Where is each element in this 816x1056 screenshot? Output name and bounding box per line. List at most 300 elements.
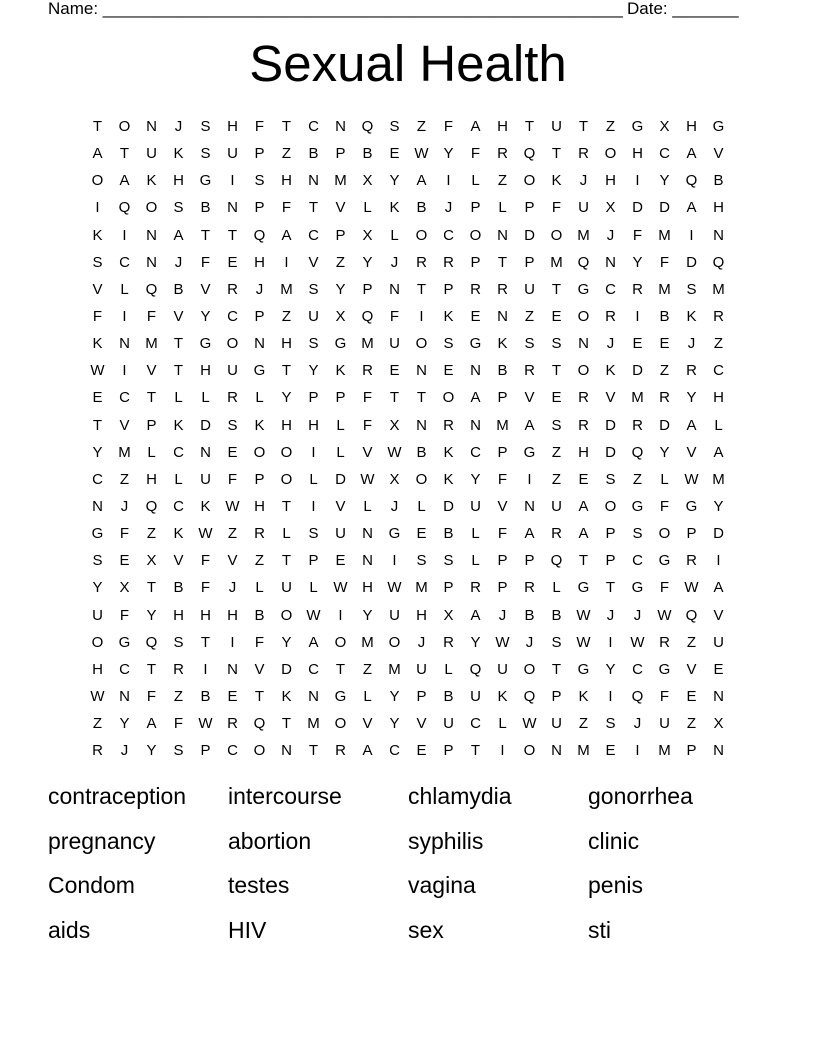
grid-letter: P: [416, 688, 427, 706]
grid-letter: K: [146, 172, 157, 190]
grid-letter: M: [658, 280, 671, 298]
grid-letter: B: [416, 443, 427, 461]
grid-letter: Z: [551, 443, 562, 461]
grid-letter: K: [578, 688, 589, 706]
grid-letter: P: [254, 470, 265, 488]
grid-letter: C: [659, 145, 670, 163]
grid-letter: E: [659, 335, 670, 353]
grid-letter: B: [443, 525, 454, 543]
grid-letter: P: [497, 389, 508, 407]
grid-letter: O: [226, 335, 239, 353]
grid-letter: Q: [361, 118, 374, 136]
grid-letter: Z: [686, 633, 697, 651]
grid-letter: Z: [578, 715, 589, 733]
grid-row: [84, 737, 732, 764]
grid-letter: M: [550, 253, 563, 271]
grid-letter: I: [311, 498, 316, 516]
grid-letter: J: [579, 172, 588, 190]
grid-letter: Q: [631, 688, 644, 706]
grid-letter: F: [659, 253, 670, 271]
grid-letter: R: [524, 362, 535, 380]
grid-row: [84, 167, 732, 194]
grid-letter: O: [415, 335, 428, 353]
grid-letter: R: [578, 145, 589, 163]
grid-letter: F: [389, 308, 400, 326]
grid-letter: B: [173, 579, 184, 597]
grid-letter: P: [470, 253, 481, 271]
grid-letter: N: [119, 688, 130, 706]
grid-letter: P: [686, 742, 697, 760]
grid-letter: I: [689, 226, 694, 244]
grid-letter: C: [632, 660, 643, 678]
grid-letter: Y: [146, 742, 157, 760]
grid-letter: B: [497, 362, 508, 380]
grid-row: [84, 194, 732, 221]
grid-letter: T: [551, 660, 562, 678]
grid-letter: P: [686, 525, 697, 543]
word-search-grid: [84, 113, 732, 764]
grid-letter: L: [174, 389, 183, 407]
grid-letter: Z: [254, 552, 265, 570]
grid-letter: L: [282, 525, 291, 543]
grid-letter: R: [470, 280, 481, 298]
grid-letter: E: [443, 362, 454, 380]
grid-letter: P: [524, 552, 535, 570]
grid-letter: Y: [443, 145, 454, 163]
grid-letter: N: [146, 118, 157, 136]
grid-letter: J: [444, 199, 453, 217]
grid-letter: B: [173, 280, 184, 298]
grid-letter: C: [605, 280, 616, 298]
grid-letter: R: [551, 525, 562, 543]
grid-row: [84, 330, 732, 357]
grid-letter: L: [714, 416, 723, 434]
grid-letter: E: [227, 688, 238, 706]
grid-letter: J: [390, 253, 399, 271]
grid-letter: P: [497, 579, 508, 597]
grid-letter: I: [122, 226, 127, 244]
grid-letter: N: [227, 660, 238, 678]
grid-letter: N: [92, 498, 103, 516]
grid-letter: L: [552, 579, 561, 597]
grid-letter: P: [605, 552, 616, 570]
grid-letter: N: [389, 280, 400, 298]
grid-row: [84, 276, 732, 303]
grid-letter: W: [630, 633, 645, 651]
grid-letter: G: [199, 335, 212, 353]
grid-letter: E: [227, 253, 238, 271]
grid-letter: G: [577, 579, 590, 597]
grid-letter: O: [334, 715, 347, 733]
grid-letter: F: [200, 552, 211, 570]
word-bank-item: Condom: [48, 872, 135, 898]
grid-letter: O: [442, 389, 455, 407]
grid-letter: L: [498, 715, 507, 733]
grid-letter: R: [362, 362, 373, 380]
grid-letter: T: [308, 742, 319, 760]
grid-letter: Z: [632, 470, 643, 488]
grid-letter: L: [174, 470, 183, 488]
grid-row: [84, 602, 732, 629]
grid-letter: H: [254, 253, 265, 271]
grid-letter: E: [227, 443, 238, 461]
grid-letter: L: [309, 579, 318, 597]
grid-letter: V: [605, 389, 616, 407]
grid-letter: E: [578, 470, 589, 488]
grid-letter: W: [198, 525, 213, 543]
grid-row: [84, 439, 732, 466]
grid-row: [84, 113, 732, 140]
grid-letter: T: [146, 579, 157, 597]
grid-letter: J: [228, 579, 237, 597]
grid-letter: P: [443, 742, 454, 760]
grid-letter: Y: [470, 633, 481, 651]
grid-letter: D: [605, 416, 616, 434]
grid-letter: V: [686, 443, 697, 461]
grid-letter: W: [495, 633, 510, 651]
grid-letter: V: [416, 715, 427, 733]
grid-letter: O: [334, 633, 347, 651]
word-bank-item: intercourse: [228, 783, 342, 809]
grid-letter: H: [713, 389, 724, 407]
grid-letter: M: [361, 335, 374, 353]
grid-letter: Q: [253, 226, 266, 244]
grid-letter: V: [254, 660, 265, 678]
grid-letter: R: [443, 633, 454, 651]
word-bank-item: aids: [48, 916, 91, 943]
grid-letter: B: [524, 606, 535, 624]
grid-letter: T: [578, 118, 589, 136]
grid-letter: D: [713, 525, 724, 543]
grid-letter: J: [633, 606, 642, 624]
grid-letter: M: [118, 443, 131, 461]
grid-letter: G: [469, 335, 482, 353]
grid-letter: Q: [577, 253, 590, 271]
grid-letter: L: [336, 416, 345, 434]
grid-letter: W: [360, 470, 375, 488]
grid-letter: A: [470, 389, 481, 407]
grid-letter: H: [227, 606, 238, 624]
grid-letter: P: [146, 416, 157, 434]
grid-row: [84, 222, 732, 249]
grid-letter: U: [713, 633, 724, 651]
grid-letter: L: [255, 389, 264, 407]
grid-letter: M: [712, 470, 725, 488]
grid-letter: W: [576, 633, 591, 651]
grid-letter: K: [173, 145, 184, 163]
grid-letter: S: [551, 633, 562, 651]
grid-letter: F: [254, 118, 265, 136]
grid-letter: Q: [685, 606, 698, 624]
grid-letter: C: [173, 498, 184, 516]
grid-letter: P: [200, 742, 211, 760]
grid-letter: I: [230, 172, 235, 190]
grid-letter: H: [281, 416, 292, 434]
grid-letter: Q: [523, 145, 536, 163]
grid-letter: O: [415, 226, 428, 244]
grid-letter: T: [281, 362, 292, 380]
grid-letter: H: [686, 118, 697, 136]
grid-letter: E: [389, 362, 400, 380]
grid-letter: Q: [685, 172, 698, 190]
grid-letter: B: [200, 199, 211, 217]
grid-letter: U: [146, 145, 157, 163]
grid-letter: T: [281, 715, 292, 733]
grid-letter: Z: [281, 145, 292, 163]
grid-letter: O: [523, 660, 536, 678]
word-bank-item: vagina: [408, 872, 476, 898]
grid-letter: Z: [227, 525, 238, 543]
grid-letter: P: [362, 280, 373, 298]
grid-letter: H: [254, 498, 265, 516]
name-field-line: Name: _______________________________________________________: [48, 0, 623, 18]
grid-letter: J: [255, 280, 264, 298]
grid-letter: P: [308, 552, 319, 570]
grid-letter: O: [280, 443, 293, 461]
grid-row: [84, 493, 732, 520]
grid-letter: H: [605, 172, 616, 190]
grid-letter: K: [605, 362, 616, 380]
grid-letter: T: [497, 253, 508, 271]
grid-letter: Q: [145, 498, 158, 516]
grid-letter: S: [551, 335, 562, 353]
grid-letter: P: [254, 308, 265, 326]
word-bank-item: HIV: [228, 916, 267, 943]
grid-letter: C: [389, 742, 400, 760]
grid-letter: H: [281, 172, 292, 190]
grid-letter: Z: [713, 335, 724, 353]
grid-letter: C: [308, 226, 319, 244]
grid-letter: Y: [119, 715, 130, 733]
grid-letter: N: [713, 742, 724, 760]
grid-letter: P: [308, 389, 319, 407]
grid-letter: T: [227, 226, 238, 244]
grid-letter: E: [605, 742, 616, 760]
grid-letter: L: [201, 389, 210, 407]
grid-letter: T: [524, 118, 535, 136]
grid-letter: H: [173, 172, 184, 190]
grid-letter: A: [173, 226, 184, 244]
grid-letter: S: [173, 199, 184, 217]
grid-letter: O: [469, 226, 482, 244]
grid-letter: W: [387, 579, 402, 597]
grid-letter: F: [254, 633, 265, 651]
grid-letter: C: [308, 118, 319, 136]
grid-letter: G: [199, 172, 212, 190]
grid-letter: B: [659, 308, 670, 326]
grid-letter: G: [658, 552, 671, 570]
grid-letter: J: [120, 742, 129, 760]
grid-letter: N: [470, 362, 481, 380]
grid-letter: D: [605, 443, 616, 461]
word-bank-item: abortion: [228, 827, 312, 854]
grid-letter: V: [173, 308, 184, 326]
grid-letter: F: [119, 525, 130, 543]
grid-letter: T: [416, 389, 427, 407]
grid-letter: I: [608, 633, 613, 651]
grid-row: [84, 710, 732, 737]
grid-letter: Z: [362, 660, 373, 678]
grid-letter: I: [419, 308, 424, 326]
grid-letter: U: [443, 715, 454, 733]
grid-letter: C: [227, 308, 238, 326]
grid-letter: U: [551, 715, 562, 733]
grid-letter: J: [417, 633, 426, 651]
grid-letter: U: [389, 335, 400, 353]
grid-letter: S: [308, 280, 319, 298]
grid-letter: S: [308, 335, 319, 353]
grid-letter: V: [362, 443, 373, 461]
grid-letter: M: [334, 172, 347, 190]
grid-letter: G: [91, 525, 104, 543]
grid-letter: G: [388, 525, 401, 543]
grid-letter: N: [713, 226, 724, 244]
grid-letter: U: [227, 145, 238, 163]
grid-letter: R: [578, 416, 589, 434]
grid-letter: L: [471, 172, 480, 190]
grid-letter: T: [281, 118, 292, 136]
word-bank-item: sti: [588, 916, 611, 943]
grid-letter: Y: [659, 443, 670, 461]
grid-letter: E: [92, 389, 103, 407]
grid-letter: R: [659, 633, 670, 651]
word-bank-item: chlamydia: [408, 783, 512, 809]
grid-letter: H: [227, 118, 238, 136]
grid-letter: N: [146, 253, 157, 271]
page-title: Sexual Health: [249, 35, 567, 92]
grid-letter: M: [658, 226, 671, 244]
grid-letter: Z: [686, 715, 697, 733]
grid-letter: R: [632, 280, 643, 298]
grid-letter: A: [416, 172, 427, 190]
grid-letter: C: [713, 362, 724, 380]
grid-letter: A: [362, 742, 373, 760]
grid-letter: F: [200, 253, 211, 271]
grid-letter: C: [308, 660, 319, 678]
word-bank-item: syphilis: [408, 827, 484, 854]
grid-letter: O: [388, 633, 401, 651]
grid-letter: X: [659, 118, 670, 136]
grid-letter: I: [311, 443, 316, 461]
grid-letter: O: [91, 172, 104, 190]
grid-letter: X: [146, 552, 157, 570]
grid-letter: P: [254, 145, 265, 163]
grid-letter: P: [551, 688, 562, 706]
word-bank-item: clinic: [588, 827, 640, 854]
grid-letter: V: [713, 145, 724, 163]
grid-letter: B: [713, 172, 724, 190]
grid-letter: R: [497, 280, 508, 298]
grid-letter: G: [631, 498, 644, 516]
grid-letter: Y: [389, 172, 400, 190]
grid-letter: L: [471, 552, 480, 570]
grid-letter: Z: [497, 172, 508, 190]
grid-letter: P: [524, 253, 535, 271]
grid-row: [84, 357, 732, 384]
grid-letter: N: [146, 226, 157, 244]
grid-letter: K: [551, 172, 562, 190]
grid-letter: Y: [470, 470, 481, 488]
grid-letter: K: [254, 416, 265, 434]
grid-letter: V: [362, 715, 373, 733]
grid-letter: Z: [524, 308, 535, 326]
grid-letter: O: [253, 742, 266, 760]
grid-letter: M: [415, 579, 428, 597]
grid-letter: M: [712, 280, 725, 298]
grid-letter: C: [119, 660, 130, 678]
grid-letter: A: [686, 416, 697, 434]
grid-letter: Y: [389, 715, 400, 733]
grid-letter: Q: [361, 308, 374, 326]
grid-letter: G: [334, 688, 347, 706]
grid-letter: J: [498, 606, 507, 624]
grid-letter: C: [173, 443, 184, 461]
grid-letter: J: [687, 335, 696, 353]
grid-letter: R: [578, 389, 589, 407]
grid-letter: X: [605, 199, 616, 217]
grid-letter: T: [281, 552, 292, 570]
grid-letter: W: [90, 362, 105, 380]
grid-letter: V: [92, 280, 103, 298]
grid-letter: O: [577, 308, 590, 326]
grid-letter: I: [338, 606, 343, 624]
grid-letter: U: [470, 498, 481, 516]
grid-letter: F: [497, 525, 508, 543]
grid-letter: V: [119, 416, 130, 434]
grid-letter: L: [120, 280, 129, 298]
grid-letter: O: [280, 470, 293, 488]
grid-letter: Y: [92, 579, 103, 597]
grid-letter: N: [416, 416, 427, 434]
grid-letter: O: [550, 226, 563, 244]
grid-letter: S: [524, 335, 535, 353]
grid-letter: F: [362, 389, 373, 407]
grid-letter: M: [631, 389, 644, 407]
grid-letter: W: [387, 443, 402, 461]
grid-letter: N: [497, 226, 508, 244]
grid-letter: Y: [632, 253, 643, 271]
grid-letter: T: [281, 498, 292, 516]
grid-letter: Q: [550, 552, 563, 570]
grid-letter: N: [227, 199, 238, 217]
grid-letter: S: [632, 525, 643, 543]
grid-letter: P: [524, 199, 535, 217]
word-bank-item: sex: [408, 916, 444, 943]
grid-letter: W: [576, 606, 591, 624]
grid-letter: Y: [362, 253, 373, 271]
grid-letter: Y: [335, 280, 346, 298]
grid-letter: C: [119, 389, 130, 407]
grid-letter: R: [173, 660, 184, 678]
grid-letter: R: [713, 308, 724, 326]
grid-letter: A: [119, 172, 130, 190]
grid-letter: O: [658, 525, 671, 543]
grid-letter: S: [227, 416, 238, 434]
grid-letter: L: [363, 688, 372, 706]
grid-letter: Z: [551, 470, 562, 488]
grid-letter: U: [578, 199, 589, 217]
grid-letter: I: [122, 362, 127, 380]
grid-row: [84, 656, 732, 683]
grid-letter: K: [389, 199, 400, 217]
grid-letter: K: [686, 308, 697, 326]
grid-letter: A: [524, 416, 535, 434]
grid-letter: F: [659, 579, 670, 597]
grid-letter: T: [173, 362, 184, 380]
grid-letter: F: [281, 199, 292, 217]
grid-letter: N: [281, 742, 292, 760]
grid-letter: N: [362, 525, 373, 543]
